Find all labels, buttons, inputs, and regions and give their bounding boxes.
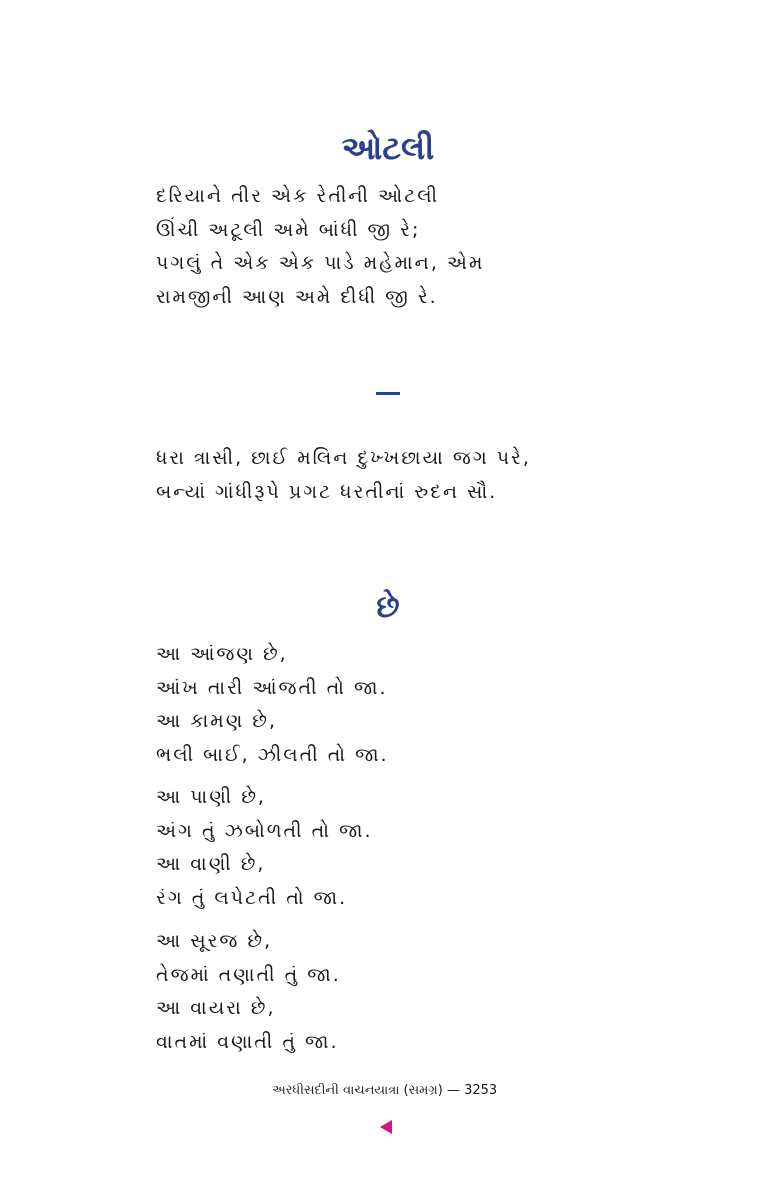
- poem-line: ઊંચી અટૂલી અમે બાંધી જી રે;: [156, 218, 421, 241]
- poem-line: આ આંજણ છે,: [156, 643, 288, 665]
- poem-line: બન્યાં ગાંધીરૂપે પ્રગટ ધરતીનાં રુદન સૌ.: [156, 480, 498, 503]
- page-footer: અરધીસદીની વાચનયાત્રા (સમગ્ર) — 3253: [272, 1083, 498, 1098]
- poem-chhe-stanza-3: [156, 925, 341, 1059]
- poem-line: આ પાણી છે,: [156, 786, 266, 808]
- poem-chhe-stanza-2: [156, 781, 373, 915]
- poem-title-otli: ઓટલી: [341, 129, 435, 168]
- poem-line: આ વાયરા છે,: [156, 997, 276, 1019]
- poem-dash-stanza: [156, 442, 531, 509]
- poem-title-chhe: છે: [376, 589, 400, 625]
- poem-line: ધરા ત્રાસી, છાઈ મલિન દુખ્ખછાયા જગ પરે,: [156, 447, 531, 469]
- poem-line: આ વાણી છે,: [156, 853, 266, 875]
- poem-line: પગલું તે એક એક પાડે મહેમાન, એમ: [156, 252, 485, 274]
- poem-chhe-stanza-1: [156, 638, 389, 772]
- poem-line: અંગ તું ઝબોળતી તો જા.: [156, 819, 373, 842]
- poem-line: ભલી બાઈ, ઝીલતી તો જા.: [156, 743, 389, 766]
- poem-line: રંગ તું લપેટતી તો જા.: [156, 886, 348, 909]
- poem-otli-stanza: [156, 180, 484, 314]
- poem-line: આ સૂરજ છે,: [156, 930, 273, 952]
- poem-line: આ કામણ છે,: [156, 710, 278, 732]
- poem-line: તેજમાં તણાતી તું જા.: [156, 963, 341, 986]
- left-triangle-icon[interactable]: [380, 1120, 392, 1134]
- poem-line: આંખ તારી આંજતી તો જા.: [156, 676, 388, 699]
- poem-line: દરિયાને તીર એક રેતીની ઓટલી: [156, 185, 440, 207]
- poem-title-dash: [376, 392, 400, 395]
- poem-line: રામજીની આણ અમે દીધી જી રે.: [156, 285, 438, 308]
- poem-line: વાતમાં વણાતી તું જા.: [156, 1030, 339, 1053]
